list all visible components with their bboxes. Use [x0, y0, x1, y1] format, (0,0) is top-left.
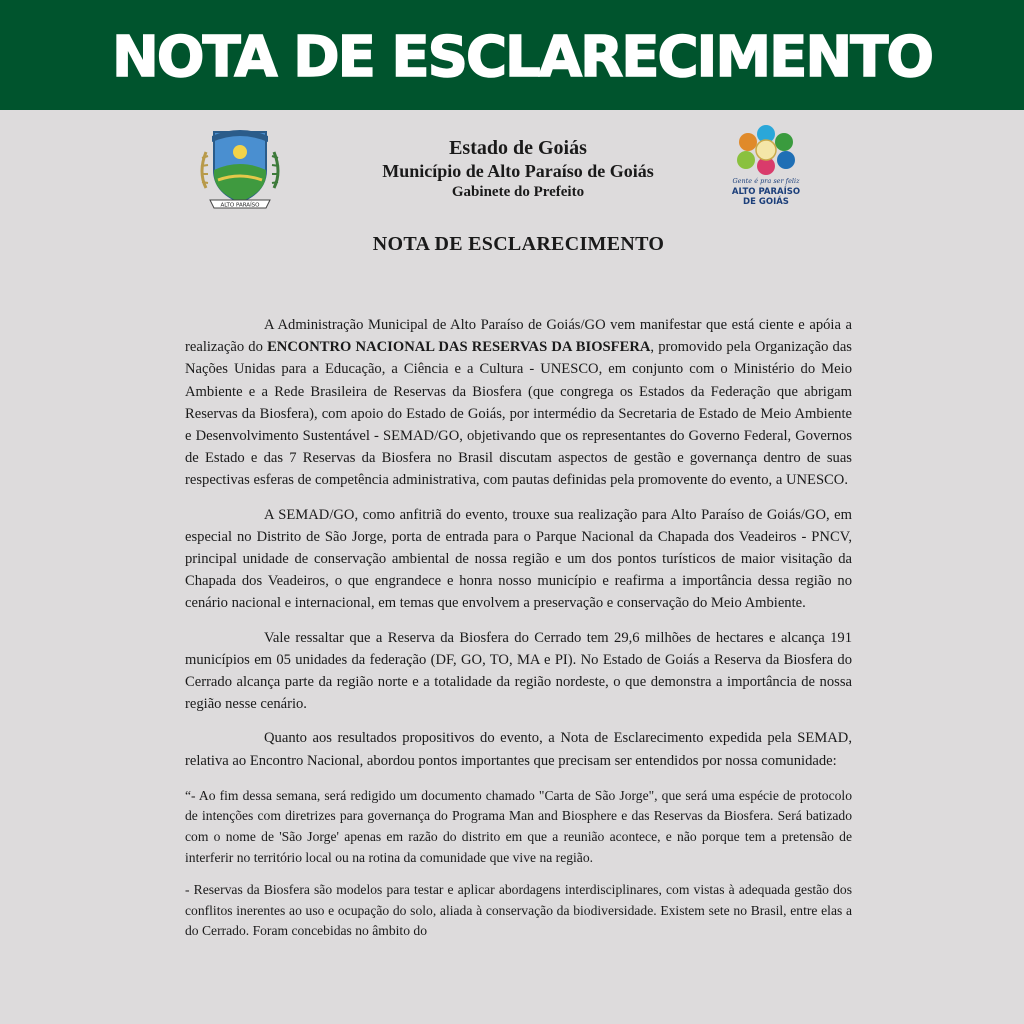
quote-block	[185, 786, 852, 942]
paragraph-2: A SEMAD/GO, como anfitriã do evento, trouxe sua realização para Alto Paraíso de Goiás/GO, em especial no Distrito de São Jorge, porta de entrada para o Parque Nacional da Chapada dos Veadeiros - PNCV, principal unidade de conservação ambiental de nossa região e um dos pontos turísticos de maior visitação da Chapada dos Veadeiros, o que engrandece e honra nosso município e reafirma a importância dessa região no cenário nacional e internacional, em temas que envolvem a preservação e conservação do Meio Ambiente.	[185, 506, 852, 612]
paragraph-1-rest: , promovido pela Organização das Nações Unidas para a Educação, a Ciência e a Cultura - UNESCO, em conjunto com o Ministério do Meio Ambiente e a Rede Brasileira de Reservas da Biosfera (que congrega os Estados da Federação que abrigam Reservas da Biosfera), com apoio do Estado de Goiás, por intermédio da Secretaria de Estado de Meio Ambiente e Desenvolvimento Sustentável - SEMAD/GO, objetivando que os representantes do Governo Federal, Governos de Estado e das 7 Reservas da Biosfera no Brasil discutam aspectos de gestão e governança dentro de suas respectivas esferas de competência administrativa, com pautas definidas pela promovente do evento, a UNESCO.	[185, 339, 852, 489]
paragraph-1	[185, 314, 852, 492]
letterhead-text	[340, 136, 696, 202]
paragraph-1-intro: A Administração Municipal de Alto Paraíso de Goiás/GO vem manifestar que está ciente e apóia a realização do	[185, 317, 852, 356]
letterhead	[0, 118, 1024, 218]
document-title: NOTA DE ESCLARECIMENTO	[372, 233, 665, 255]
quote-1: “- Ao fim dessa semana, será redigido um documento chamado "Carta de São Jorge", que será uma espécie de protocolo de intenções com diretrizes para governança do Programa Man and Biosphere e das Reservas da Biosfera. Será batizado com o nome de 'São Jorge' apenas em razão do distrito em que a reunião acontece, e não porque tem a pretensão de interferir no território local ou na rotina da comunidade que vive na região.	[185, 787, 852, 865]
quote-2: - Reservas da Biosfera são modelos para testar e aplicar abordagens interdisciplinares, com vistas à adequada gestão dos conflitos inerentes ao uso e ocupação do solo, aliada à conservação da biodiversidade. Existem sete no Brasil, entre elas a do Cerrado. Foram concebidas no âmbito do	[185, 882, 852, 939]
paragraph-3: Vale ressaltar que a Reserva da Biosfera do Cerrado tem 29,6 milhões de hectares e alcança 191 municípios em 05 unidades da federação (DF, GO, TO, MA e PI). No Estado de Goiás a Reserva da Biosfera do Cerrado alcança parte da região norte e a totalidade da região nordeste, o que demonstra a importância de nossa região nesse cenário.	[185, 629, 852, 713]
document-body	[185, 314, 852, 954]
event-name: ENCONTRO NACIONAL DAS RESERVAS DA BIOSFERA	[267, 339, 651, 356]
header-banner	[0, 0, 1024, 110]
logo-line-1: ALTO PARAÍSO	[731, 187, 801, 197]
paragraph-4: Quanto aos resultados propositivos do evento, a Nota de Esclarecimento expedida pela SEMAD, relativa ao Encontro Nacional, abordou pontos importantes que precisam ser entendidos por nossa comunidade:	[185, 730, 852, 769]
logo-line-2: DE GOIÁS	[743, 197, 789, 207]
logo-slogan: Gente é pra ser feliz	[732, 177, 800, 185]
office-name: Gabinete do Prefeito	[451, 184, 585, 200]
municipality-name: Município de Alto Paraíso de Goiás	[382, 161, 654, 181]
crest-ribbon-text: ALTO PARAÍSO	[220, 202, 260, 209]
banner-title: NOTA DE ESCLARECIMENTO	[111, 24, 933, 90]
municipal-crest-icon	[192, 122, 288, 212]
alto-paraiso-flower-logo-icon	[726, 120, 806, 212]
state-name: Estado de Goiás	[449, 137, 587, 159]
